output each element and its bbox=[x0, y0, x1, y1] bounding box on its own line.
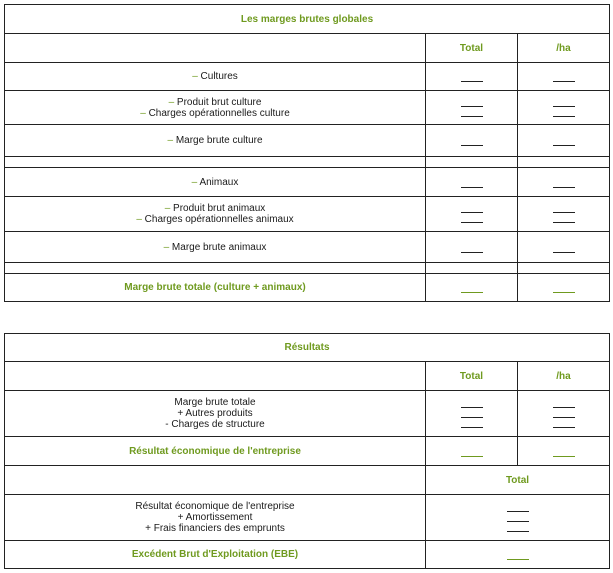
label-text: Résultat économique de l'entreprise bbox=[135, 501, 295, 512]
row-label-marge-brute-animaux bbox=[5, 232, 426, 263]
fill-line bbox=[553, 116, 575, 117]
spacer-cell bbox=[518, 263, 610, 274]
marges-brutes-table bbox=[4, 4, 610, 302]
blank-total[interactable] bbox=[426, 63, 518, 91]
fill-line bbox=[553, 187, 575, 188]
dash-marker: – bbox=[163, 241, 170, 253]
dash-marker: – bbox=[168, 96, 175, 108]
spacer-cell bbox=[5, 157, 426, 168]
fill-line bbox=[507, 559, 529, 560]
spacer-cell bbox=[5, 263, 426, 274]
col-header-total: Total bbox=[426, 362, 518, 391]
label-text: Charges opérationnelles animaux bbox=[144, 214, 294, 225]
row-label-animaux bbox=[5, 168, 426, 197]
blank-total[interactable] bbox=[426, 91, 518, 125]
fill-line bbox=[461, 456, 483, 457]
label-text: + Frais financiers des emprunts bbox=[145, 523, 285, 534]
label-text: + Amortissement bbox=[177, 512, 253, 523]
table-title: Résultats bbox=[5, 334, 610, 362]
blank-total[interactable] bbox=[426, 495, 610, 541]
fill-line bbox=[553, 106, 575, 107]
fill-line bbox=[461, 187, 483, 188]
blank-total[interactable] bbox=[426, 391, 518, 437]
fill-line bbox=[553, 81, 575, 82]
blank-per-ha[interactable] bbox=[518, 63, 610, 91]
blank-total[interactable] bbox=[426, 232, 518, 263]
fill-line bbox=[553, 427, 575, 428]
fill-line bbox=[553, 407, 575, 408]
spacer-cell bbox=[518, 157, 610, 168]
label-text: Marge brute animaux bbox=[171, 241, 267, 253]
blank-total[interactable] bbox=[426, 168, 518, 197]
header-empty-cell bbox=[5, 34, 426, 63]
blank-per-ha[interactable] bbox=[518, 125, 610, 157]
dash-marker: – bbox=[140, 107, 146, 119]
dash-marker: – bbox=[167, 135, 174, 146]
blank-per-ha[interactable] bbox=[518, 232, 610, 263]
fill-line bbox=[553, 417, 575, 418]
blank-total[interactable] bbox=[426, 274, 518, 302]
fill-line bbox=[507, 521, 529, 522]
spacer-cell bbox=[426, 157, 518, 168]
label-text: Animaux bbox=[199, 176, 239, 188]
fill-line bbox=[553, 292, 575, 293]
blank-total[interactable] bbox=[426, 541, 610, 569]
col-header-total: Total bbox=[426, 34, 518, 63]
row-label-marge-brute-culture bbox=[5, 125, 426, 157]
blank-total[interactable] bbox=[426, 437, 518, 466]
dash-marker: – bbox=[191, 176, 198, 188]
label-text: + Autres produits bbox=[177, 408, 253, 419]
fill-line bbox=[461, 81, 483, 82]
fill-line bbox=[507, 531, 529, 532]
row-label-marge-brute-totale: Marge brute totale (culture + animaux) bbox=[5, 274, 426, 302]
blank-per-ha[interactable] bbox=[518, 91, 610, 125]
label-text: Cultures bbox=[200, 71, 238, 82]
fill-line bbox=[461, 252, 483, 253]
fill-line bbox=[461, 212, 483, 213]
header-empty-cell bbox=[5, 466, 426, 495]
blank-total[interactable] bbox=[426, 125, 518, 157]
row-label-resultat-amortissement-frais bbox=[5, 495, 426, 541]
spacer-cell bbox=[426, 263, 518, 274]
label-text: Marge brute totale bbox=[174, 397, 256, 408]
fill-line bbox=[507, 511, 529, 512]
fill-line bbox=[461, 417, 483, 418]
row-label-marge-autres-charges bbox=[5, 391, 426, 437]
label-text: Charges opérationnelles culture bbox=[148, 107, 290, 119]
label-text: - Charges de structure bbox=[165, 419, 265, 430]
blank-per-ha[interactable] bbox=[518, 437, 610, 466]
blank-total[interactable] bbox=[426, 197, 518, 232]
blank-per-ha[interactable] bbox=[518, 197, 610, 232]
col-header-per-ha: /ha bbox=[518, 34, 610, 63]
fill-line bbox=[461, 116, 483, 117]
dash-marker: – bbox=[164, 203, 171, 214]
row-label-resultat-economique: Résultat économique de l'entreprise bbox=[5, 437, 426, 466]
label-text: Marge brute culture bbox=[175, 135, 263, 146]
fill-line bbox=[553, 145, 575, 146]
row-label-produit-charges-culture bbox=[5, 91, 426, 125]
label-text: Produit brut culture bbox=[176, 96, 262, 108]
fill-line bbox=[553, 456, 575, 457]
fill-line bbox=[461, 427, 483, 428]
dash-marker: – bbox=[136, 214, 142, 225]
fill-line bbox=[461, 222, 483, 223]
dash-marker: – bbox=[192, 71, 198, 82]
resultats-table bbox=[4, 333, 610, 569]
table-title: Les marges brutes globales bbox=[5, 5, 610, 34]
fill-line bbox=[461, 106, 483, 107]
blank-per-ha[interactable] bbox=[518, 168, 610, 197]
fill-line bbox=[553, 252, 575, 253]
blank-per-ha[interactable] bbox=[518, 274, 610, 302]
fill-line bbox=[553, 222, 575, 223]
label-text: Produit brut animaux bbox=[173, 203, 266, 214]
fill-line bbox=[461, 407, 483, 408]
fill-line bbox=[461, 292, 483, 293]
fill-line bbox=[461, 145, 483, 146]
row-label-produit-charges-animaux bbox=[5, 197, 426, 232]
fill-line bbox=[553, 212, 575, 213]
header-empty-cell bbox=[5, 362, 426, 391]
col-header-total-2: Total bbox=[426, 466, 610, 495]
blank-per-ha[interactable] bbox=[518, 391, 610, 437]
col-header-per-ha: /ha bbox=[518, 362, 610, 391]
row-label-ebe: Excédent Brut d'Exploitation (EBE) bbox=[5, 541, 426, 569]
row-label-cultures bbox=[5, 63, 426, 91]
